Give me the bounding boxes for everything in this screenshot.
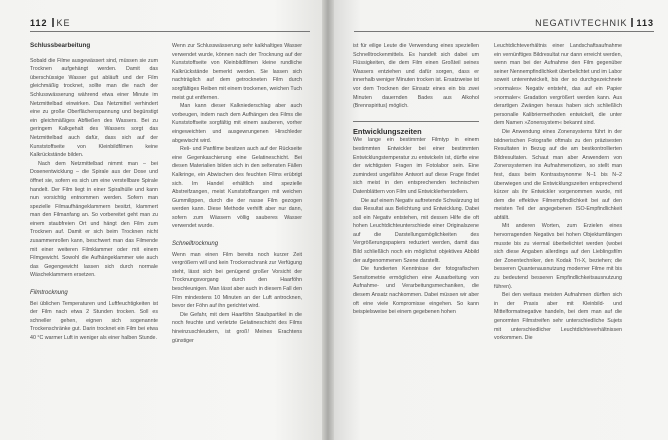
- paragraph: Die fundierten Kenntnisse der fotografischen Sensitometrie ermöglichen eine Ausarbeitung von Aufnahme- und Verarbeitungsmechaniken, die diesem Ansatz nachkommen. Dabei müssen wir aber oft eine viele Kompromisse eingehen. So kann beispielsweise bei einem gegebenen hohen: [353, 266, 479, 316]
- right-running-head: NEGATIVTECHNIK: [535, 18, 628, 28]
- right-page: [334, 0, 668, 440]
- paragraph: Wie lange ein bestimmter Filmtyp in einem bestimmten Entwickler bei einer bestimmten Entwicklungstemperatur zu entwickeln ist, dürfte eine der wichtigsten Fragen im Fotolabor sein. Eine zumindest ungefähre Antwort auf diese Frage findet sich meist in den entsprechenden technischen Datenblättern von Film und Entwicklerherstellern.: [353, 137, 479, 195]
- paragraph: Sobald die Filme ausgewässert sind, müssen sie zum Trocknen aufgehängt werden. Damit das überschüssige Wasser gut abläuft und der Film gleichmäßig trocknet, sollte man die nach der Schlusswässerung während etwa einer Minute im Netzmittelbad einwirken. Das Netzmittel verhindert eine zu große Oberflächenspannung und begünstigt ein gleichmäßiges Abfließen des Wassers. Bei zu geringem Kalkgehalt des Wassers sorgt das Netzmittelbad auch dafür, dass sich auf der Kunststoffseite von Kleinbildfilmen keine Kalkrückstände bilden.: [30, 57, 158, 159]
- subheading: Schnelltrocknung: [172, 241, 219, 248]
- paragraph: Leuchtdichteverhältnis einer Landschaftsaufnahme ein vernünftiges Bildresultat nur dann erreicht werden, wenn man bei der Aufnahme den Film gegenüber seiner Nennempfindlichkeit überbelichtet und im Labor soweit unterentwickelt, bis der so durchgezeichnete »normales« Negativ entsteht, das auf ein Papier »normaler« Gradation vergrößert werden kann. Aus derartigen Zwängen heraus haben sich schließlich personalle Kalibriermethoden entwickelt, die unter dem Namen »Zonensystem« bekannt sind.: [494, 43, 622, 127]
- right-column-1: [353, 42, 479, 317]
- right-column-2: [494, 42, 622, 343]
- paragraph: Bei üblichen Temperaturen und Luftfeuchtigkeiten ist der Film nach etwa 2 Stunden trocken. Soll es schneller gehen, eignen sich sogenannte Trockenschränke gut. Darin trocknet ein Film bei etwa 40 °C warmer Luft in weniger als einer halben Stunde.: [30, 300, 158, 341]
- paragraph: Reli- und Panfilme besitzen auch auf der Rückseite eine Gegenkaschierung eine Gelatineschicht. Bei diesen Materialien bilden sich in den seltensten Fällen Kalkringe, ein Abwischen des feuchten Films erübrigt sich. Im Handel erhältlich sind spezielle Abstreifzangen, meist Kunststoffzangen mit weichen Gummilippen, durch die der nasse Film gezogen werden kann. Diese Methode verhilft aber nur dann, sofern zum Wässern völlig sauberes Wasser verwendet wurde.: [172, 146, 302, 230]
- left-column-1: [30, 42, 158, 343]
- right-running-header: [535, 18, 654, 30]
- left-page: [0, 0, 322, 440]
- left-running-header: [30, 18, 71, 30]
- left-running-head: KE: [56, 18, 71, 28]
- paragraph: Die Anwendung eines Zonensystems führt in der bildnerischen Fotografie oftmals zu den präzisesten Resultaten in Bezug auf die am bestkontrollierten Bildresultaten. Schaut man aber Anwendern von Zonensystemen ins Aufnahmenotizen, so stellt man fest, dass beim Kontrastsynonme N–1 bis N–2 überwiegen und die Entwicklungszeiten entsprechend kürzer als ihr Entwickler vorgenommen wurde, mit dem die effektive Filmempfindlichkeit bei auf den meisten Teil der angegebenen ISO-Empfindlichkeit abfällt.: [494, 128, 622, 221]
- header-rule: [354, 31, 654, 32]
- header-divider: [631, 18, 633, 27]
- paragraph: Bei den weitaus meisten Aufnahmen dürften sich in der Praxis aber mit Kleinbild- und Mittelformatnegative handeln, bei dem man auf die genormten Filmstreifen sehr unterschiedliche Sujets mit unterschiedlicher Leuchtdichteverhältnissen vorkommen. Die: [494, 292, 622, 342]
- paragraph: Wenn zur Schlusswässerung sehr kalkhaltiges Wasser verwendet wurde, können nach der Trocknung auf der Kunststoffseite von Kleinbildfilmen kleine rundliche Kalkrückstände bemerkt werden. Sie lassen sich nachträglich auf dem getrockneten Film durch sorgfältiges Reiben mit einem trockenen, weichen Tuch meist gut entfernen.: [172, 43, 302, 101]
- section-rule: [353, 121, 479, 122]
- paragraph: Wenn man einen Film bereits noch kurzer Zeit vergrößern will und kein Trockenschrank zur Verfügung steht, lässt sich bei genügend großer Vorsicht der Trocknungsvorgang durch den Haarföhn beschleunigen. Man lässt aber auch in diesem Fall den Film mindestens 10 Minuten an der Luft antrocknen, bevor der Föhn auf ihn gerichtet wird.: [172, 251, 302, 310]
- left-column-2: [172, 42, 302, 345]
- paragraph: Mit anderen Worten, zum Erzielen eines hervorragenden Negativs bei hohen Objektumfängen musste bis zu viermal überbelichtet werden (wobei sich diese Angaben allerdings auf den Lieblingsfilm der Zonentechniker, den Kodak Tri-X, beziehen; die besseren Quantenausnutzung moderner Filme mit bis zu bedeutend besseren Empfindlichkeitsausnutzung führen).: [494, 223, 622, 290]
- paragraph: Nach dem Netzmittelbad nimmt man – bei Dosenentwicklung – die Spirale aus der Dose und öffnet sie, sofern es sich um eine verstellbare Spirale handelt. Der Film liegt in einer Spiralhülle und kann nun vorsichtig entnommen werden. Sofern man spezielle Filmaufhängeklammern besitzt, klammert man den Filmanfang an. So vorbereitet geht man zu einem staubfreien Ort und hängt den Film zum Trocknen auf. Damit er sich beim Trocknen nicht zusammenrollen kann, beschwert man das Filmende mit einer weiteren Filmklammer oder mit einem Filmgewicht. Sowohl die Aufhängeklammer wie auch das Gegengewicht lassen sich durch normale Wäscheklammern ersetzen.: [30, 160, 158, 279]
- header-rule: [30, 31, 310, 32]
- paragraph: Die Gefahr, mit dem Haarföhn Staubpartikel in die noch feuchte und verletzte Gelatineschicht des Films hineinzuschleudern, ist groß! Meines Erachtens günstiger: [172, 311, 302, 344]
- section-heading: Schlussbearbeitung: [30, 42, 91, 49]
- left-page-number: 112: [30, 18, 48, 28]
- paragraph: Man kann dieser Kalkniederschlag aber auch vorbeugen, indem nach dem Aufhängen des Films die Kunststoffseite sorgfältig mit einem sauberen, vorher eingeweichten und ausgewrungenen Hirschleder abgewischt wird.: [172, 103, 302, 144]
- subheading: Filmtrocknung: [30, 290, 68, 297]
- paragraph: ist für eilige Leute die Verwendung eines speziellen Schnelltrockenmittels. Es handelt sich dabei um Flüssigkeiten, die dem Film einen Großteil seines Wassers entziehen und dafür sorgen, dass er innerhalb weniger Minuten trocken ist. Ersatzweise ist vor dem Trocknen der Einsatz eines ein bis zwei Minuten dauernden Bades aus Alkohol (Brennspiritus) möglich.: [353, 43, 480, 110]
- section-title: Entwicklungszeiten: [353, 126, 422, 136]
- paragraph: Die auf einem Negativ auftretende Schwärzung ist das Resultat aus Belichtung und Entwicklung. Dabei soll ein Negativ entstehen, mit dessen Hilfe die oft hohen Leuchtdichteunterschiede einer Originalszene auf die Darstellungsmöglichkeiten des Vergrößerungspapiers reduziert werden, damit das Bild schließlich noch ein möglichst objektives Abbild der aufgenommenen Szene darstellt.: [353, 197, 479, 264]
- right-page-number: 113: [636, 18, 654, 28]
- header-divider: [52, 18, 54, 27]
- book-gutter: [322, 0, 334, 440]
